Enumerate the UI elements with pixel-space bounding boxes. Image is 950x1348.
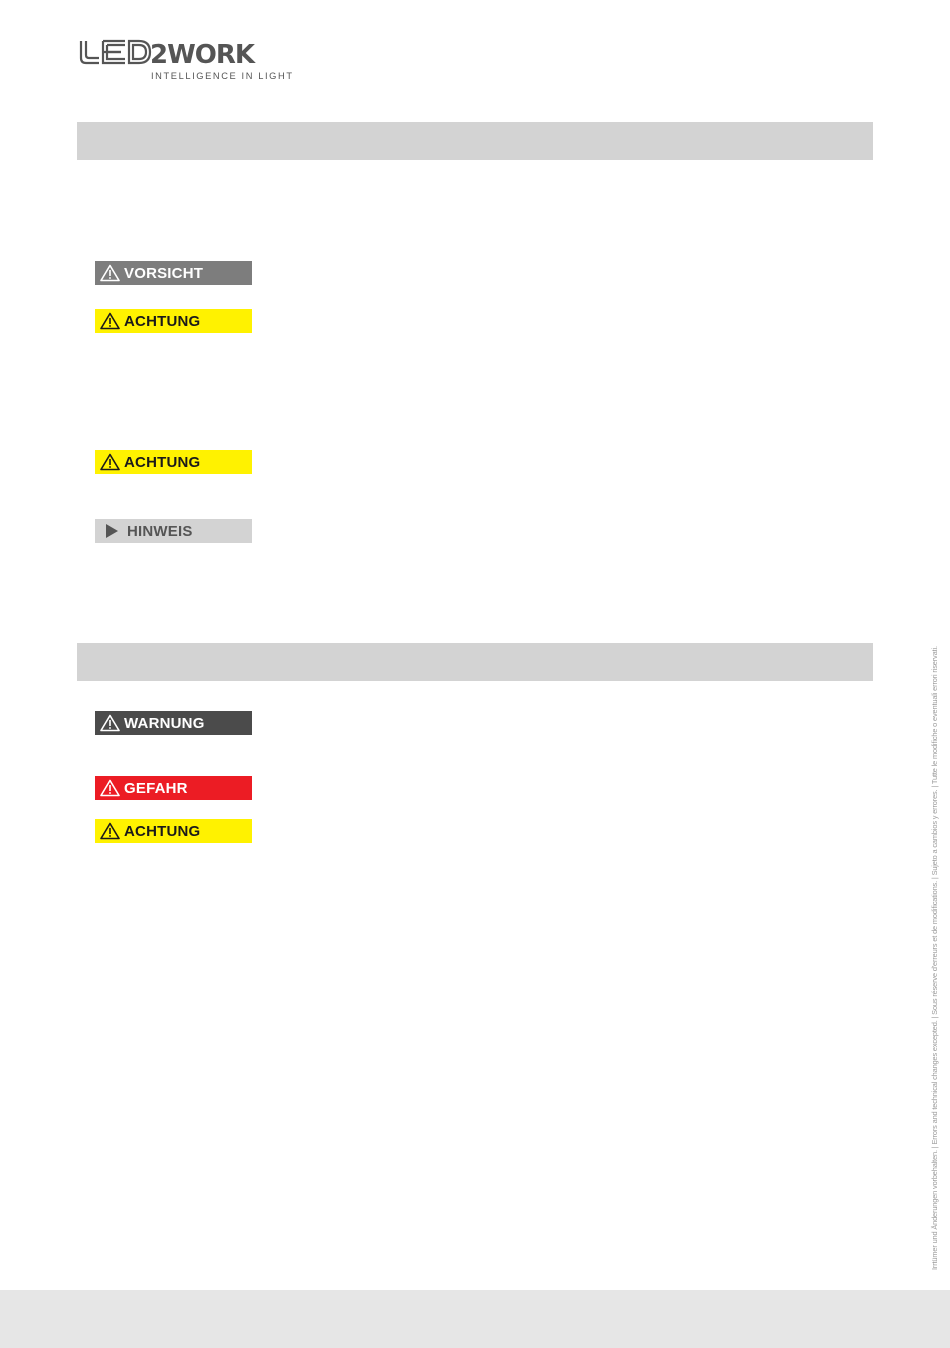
warnung-label bbox=[95, 711, 252, 735]
brand-logo bbox=[77, 38, 301, 84]
warnung-label-text: WARNUNG bbox=[124, 714, 205, 732]
achtung-label-text: ACHTUNG bbox=[124, 453, 201, 471]
vorsicht-label bbox=[95, 261, 252, 285]
warning-triangle-icon bbox=[100, 264, 120, 282]
hinweis-label bbox=[95, 519, 252, 543]
page-footer bbox=[0, 1290, 950, 1348]
warning-triangle-icon bbox=[100, 312, 120, 330]
disclaimer bbox=[923, 590, 937, 1280]
brand-tagline: INTELLIGENCE IN LIGHT bbox=[151, 71, 294, 81]
achtung-label-text: ACHTUNG bbox=[124, 822, 201, 840]
section-header-bar-1 bbox=[77, 122, 873, 160]
gefahr-label bbox=[95, 776, 252, 800]
hinweis-label-text: HINWEIS bbox=[127, 522, 193, 540]
warning-triangle-icon bbox=[100, 822, 120, 840]
disclaimer-text: Irrtümer und Änderungen vorbehalten. | Errors and technical changes excepted. | Sous réserve d'erreurs et de modifications. | Sujeto a cambios y errores. | Tutte le modifiche o eventuali errori riservati. bbox=[930, 646, 939, 1270]
warning-triangle-icon bbox=[100, 714, 120, 732]
achtung-label bbox=[95, 309, 252, 333]
achtung-label bbox=[95, 450, 252, 474]
gefahr-label-text: GEFAHR bbox=[124, 779, 188, 797]
achtung-label-text: ACHTUNG bbox=[124, 312, 201, 330]
warning-triangle-icon bbox=[100, 453, 120, 471]
vorsicht-label-text: VORSICHT bbox=[124, 264, 204, 282]
warning-triangle-icon bbox=[100, 779, 120, 797]
svg-text:2WORK: 2WORK bbox=[150, 40, 255, 70]
play-arrow-icon bbox=[104, 522, 120, 540]
section-header-bar-2 bbox=[77, 643, 873, 681]
achtung-label bbox=[95, 819, 252, 843]
